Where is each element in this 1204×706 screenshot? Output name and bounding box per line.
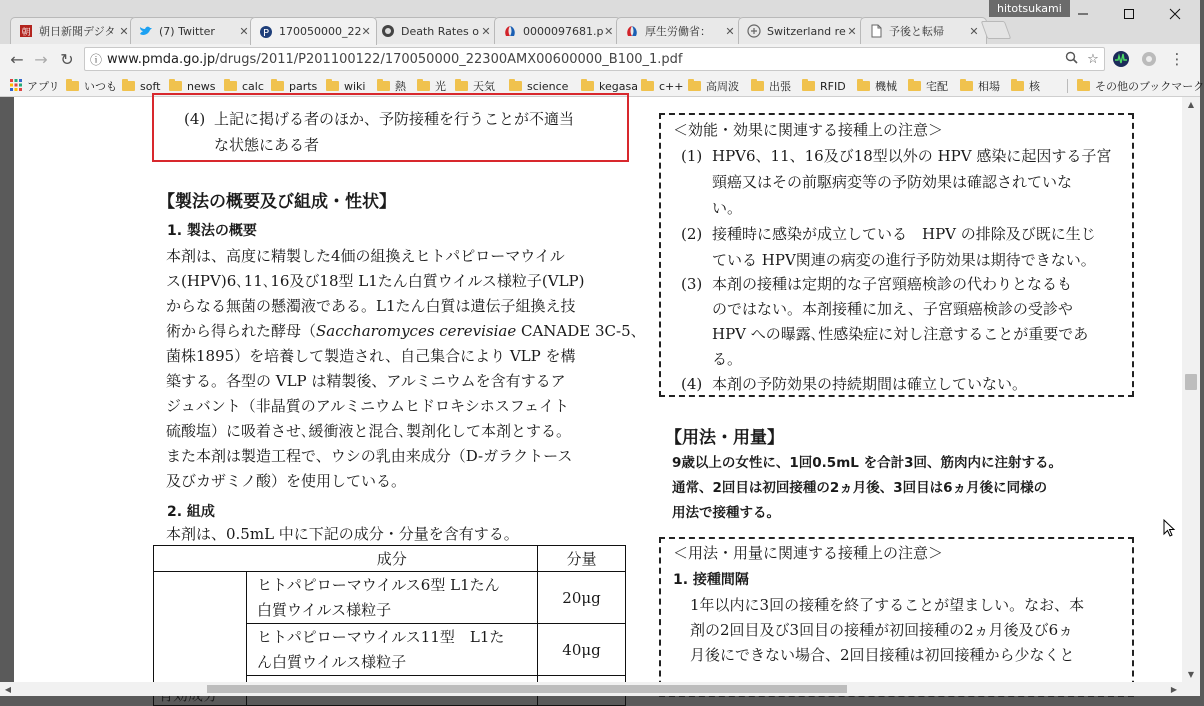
body-line: 菌株1895）を培養して製造され、自己集合により VLP を構 [166,347,576,365]
bookmark-folder[interactable] [66,78,117,94]
bookmark-label: 出張 [769,80,791,93]
back-arrow-icon[interactable]: ← [10,49,24,69]
zoom-icon[interactable] [1060,51,1082,68]
dosage-line: 9歳以上の女性に、1回0.5mL を合計3回、筋肉内に注射する。 [672,455,1062,471]
scrollbar-thumb[interactable] [1185,374,1197,390]
bookmark-label: kegasa [599,79,638,93]
tab-title: Switzerland re [767,24,846,38]
tab-title: 0000097681.p [523,24,604,38]
folder-icon [509,81,522,91]
bookmark-folder[interactable] [908,78,948,94]
body-line: 築する。各型の VLP は精製後、アルミニウムを含有するア [166,372,566,390]
bookmark-label: 宅配 [926,80,948,93]
body-line: ス(HPV)6､11､16及び18型 L1たん白質ウイルス様粒子(VLP) [166,272,585,290]
bookmark-folder[interactable] [271,78,317,94]
bookmark-label: c++ [659,79,684,93]
switzerland-icon [747,24,761,38]
bookmark-folder[interactable] [509,78,568,94]
bookmark-other[interactable] [1077,78,1204,94]
bookmark-folder[interactable] [688,78,739,94]
efficacy-item-line: ている HPV関連の病変の進行予防効果は期待できない。 [712,251,1096,269]
efficacy-item-line: 頸癌又はその前駆病変等の予防効果は確認されていな [712,173,1073,191]
maximize-icon[interactable] [1106,0,1152,28]
dosage-note-line: 1年以内に3回の接種を終了することが望ましい。なお、本 [690,596,1085,614]
tab-strip [0,0,1200,44]
bookmark-folder[interactable] [377,78,406,94]
bookmark-folder[interactable] [1011,78,1040,94]
body-line: からなる無菌の懸濁液である。L1たん白質は遺伝子組換え技 [166,297,576,315]
close-icon[interactable]: ✕ [239,24,249,38]
folder-icon [960,81,973,91]
bookmark-label: parts [289,79,318,93]
bookmark-folder[interactable] [751,78,791,94]
close-icon[interactable]: ✕ [119,24,129,38]
close-icon[interactable]: ✕ [361,25,371,38]
svg-text:朝: 朝 [21,28,31,38]
tab-prognosis[interactable] [860,17,987,44]
apps-grid-icon [10,79,22,94]
body-line: また本剤は製造工程で、ウシの乳由来成分（D-ガラクトース [166,447,573,465]
body-line: 及びカザミノ酸）を使用している。 [166,472,407,490]
bookmark-label: wiki [344,79,366,93]
efficacy-item-line: 本剤の予防効果の持続期間は確立していない。 [712,375,1028,393]
bookmark-folder[interactable] [857,78,897,94]
url-text[interactable] [107,52,1060,67]
contraindication-number: (4) [184,110,206,128]
extension-activity-icon[interactable] [1112,50,1130,68]
table-header-amount: 分量 [538,546,626,572]
body-line: ジュバント（非晶質のアルミニウムヒドロキシホスフェイト [166,397,570,415]
bookmark-apps[interactable] [10,78,60,94]
contraindication-line: 上記に掲げる者のほか、予防接種を行うことが不適当 [214,110,575,128]
tab-title: 朝日新聞デジタ [39,25,116,38]
dosage-note-line: 剤の2回目及び3回目の接種が初回接種の2ヵ月後及び6ヵ [690,621,1074,639]
bookmark-folder[interactable] [417,78,446,94]
body-line: 硫酸塩）に吸着させ､緩衝液と混合､製剤化して本剤とする。 [166,422,572,440]
bookmark-label: calc [242,79,264,93]
tab-death-rates[interactable] [372,17,499,44]
efficacy-item-line: 接種時に感染が成立している HPV の排除及び既に生じ [712,225,1096,243]
folder-icon [751,81,764,91]
url-path: /drugs/2011/P201100122/170050000_22300AMX00600000_B100_1.pdf [215,51,683,67]
efficacy-item-number: (3) [681,275,703,293]
vertical-scrollbar[interactable] [1182,97,1200,696]
tab-pdf-0000097681[interactable] [494,17,621,44]
folder-icon [688,81,701,91]
body-text: 術から得られた酵母（ [166,322,317,340]
table-header-ingredient: 成分 [247,546,538,572]
table-cell-ingredient [247,572,538,624]
contraindication-line: な状態にある者 [214,136,320,154]
globe-icon [381,24,395,38]
pdf-page [14,97,1182,687]
dosage-line: 通常、2回目は初回接種の2ヵ月後、3回目は6ヵ月後に同様の [672,480,1048,496]
ingredient-line: 白質ウイルス様粒子 [257,600,392,619]
svg-text:P: P [262,27,270,39]
efficacy-item-line: のではない。本剤接種に加え、子宮頸癌検診の受診や [712,300,1073,318]
folder-icon [1077,81,1090,91]
bookmark-star-icon[interactable]: ☆ [1087,51,1099,67]
ingredient-line: ヒトパピローマウイルス11型 L1た [257,627,505,646]
minimize-icon[interactable] [1060,0,1106,28]
folder-icon [377,81,390,91]
table-cell-amount: 40μg [538,624,626,676]
folder-icon [224,81,237,91]
section-heading-manufacturing: 【製法の概要及び組成・性状】 [158,192,396,212]
bookmark-label: 光 [435,80,446,93]
reload-icon[interactable]: ↻ [60,49,74,69]
asahi-icon [19,24,33,38]
bookmark-label: 相場 [978,80,1000,93]
mhlw-icon [625,24,639,38]
efficacy-item-line: HPV6、11、16及び18型以外の HPV 感染に起因する子宮 [712,147,1112,165]
tab-title: 厚生労働省： [645,25,711,38]
forward-arrow-icon[interactable]: → [34,49,48,69]
address-bar[interactable] [84,47,1105,71]
table-row [154,572,626,624]
efficacy-item-line: い。 [712,199,743,217]
body-line [166,318,646,344]
scroll-right-icon[interactable]: ▶ [1170,684,1178,694]
body-text: CANADE 3C-5、 [516,322,646,340]
bookmark-separator [1067,79,1068,93]
efficacy-item-number: (1) [681,147,703,165]
folder-icon [455,81,468,91]
bookmark-folder[interactable] [960,78,1000,94]
bookmark-folder[interactable] [224,78,264,94]
scroll-up-icon[interactable]: ▲ [1187,100,1195,109]
tab-title: Death Rates o [401,24,479,38]
table-cell-amount: 20μg [538,572,626,624]
url-domain: www.pmda.go.jp [107,51,216,67]
subheading-manufacturing: 1. 製法の概要 [167,223,257,239]
mouse-cursor-icon [1163,519,1175,537]
bookmark-folder[interactable] [641,78,683,94]
bookmark-label: 高周波 [706,80,739,93]
close-icon[interactable]: ✕ [969,24,979,38]
tab-switzerland[interactable] [738,17,865,44]
bookmark-folder[interactable] [169,78,215,94]
scroll-left-icon[interactable]: ◀ [4,684,12,694]
folder-icon [641,81,654,91]
new-tab-button[interactable] [981,21,1012,39]
table-header [154,546,247,572]
toolbar [0,44,1200,74]
twitter-icon [139,24,153,38]
close-icon[interactable]: ✕ [725,24,735,38]
bookmark-label: RFID [820,79,846,93]
folder-icon [169,81,182,91]
tab-twitter[interactable] [130,17,257,44]
dosage-note-subheading: 1. 接種間隔 [673,572,749,588]
composition-intro: 本剤は、0.5mL 中に下記の成分・分量を含有する。 [166,525,519,543]
mhlw-icon [503,24,517,38]
bookmark-label: news [187,79,216,93]
bookmark-folder[interactable] [802,78,846,94]
pdf-viewer[interactable] [0,97,1182,682]
table-header-row [154,546,626,572]
bookmark-label: science [527,79,569,93]
tab-title: 予後と転帰 [889,25,944,38]
section-heading-dosage: 【用法・用量】 [665,428,784,448]
folder-icon [326,81,339,91]
efficacy-item-line: る。 [712,350,743,368]
extension-grey-icon[interactable] [1140,50,1158,68]
profile-name[interactable]: hitotsukami [989,0,1070,17]
species-name: Saccharomyces cerevisiae [316,322,517,340]
horizontal-scrollbar[interactable] [0,682,1182,696]
close-icon[interactable]: ✕ [481,24,491,38]
body-line: 本剤は、高度に精製した4価の組換えヒトパピローマウイル [166,247,565,265]
bookmark-label: 核 [1029,80,1040,93]
folder-icon [417,81,430,91]
efficacy-item-line: 本剤の接種は定期的な子宮頸癌検診の代わりとなるも [712,275,1073,293]
dosage-line: 用法で接種する。 [672,505,780,521]
tab-asahi[interactable] [10,17,137,44]
bookmark-label: 機械 [875,80,897,93]
folder-icon [66,81,79,91]
efficacy-item-number: (4) [681,375,703,393]
pmda-icon [259,25,273,39]
efficacy-note-title: ＜効能・効果に関連する接種上の注意＞ [673,121,944,139]
table-cell-ingredient [247,624,538,676]
dosage-note-title: ＜用法・用量に関連する接種上の注意＞ [673,544,944,562]
bookmark-label: 天気 [473,80,495,93]
folder-icon [908,81,921,91]
bookmark-label: soft [140,79,161,93]
subheading-composition: 2. 組成 [167,504,215,520]
tab-title: (7) Twitter [159,24,215,38]
close-window-icon[interactable] [1152,0,1198,28]
ingredient-line: ヒトパピローマウイルス6型 L1たん [257,575,500,594]
scroll-down-icon[interactable]: ▼ [1187,670,1195,679]
document-icon [869,24,883,38]
close-icon[interactable]: ✕ [847,24,857,38]
bookmark-label: いつも [84,80,117,93]
efficacy-item-number: (2) [681,225,703,243]
info-icon[interactable]: ⓘ [89,52,102,67]
folder-icon [857,81,870,91]
menu-icon[interactable]: ⋮ [1169,50,1185,68]
bookmark-label: アプリ [27,80,60,93]
folder-icon [802,81,815,91]
bookmark-folder[interactable] [581,78,638,94]
efficacy-item-line: HPV への曝露､性感染症に対し注意することが重要であ [712,325,1089,343]
bookmark-folder[interactable] [326,78,365,94]
folder-icon [1011,81,1024,91]
tab-mhlw[interactable] [616,17,743,44]
bookmark-label: その他のブックマーク [1095,80,1204,93]
bookmark-folder[interactable] [122,78,160,94]
bookmark-folder[interactable] [455,78,495,94]
close-icon[interactable]: ✕ [604,24,614,38]
bookmark-label: 熱 [395,80,406,93]
tab-title: 170050000_22 [279,25,362,38]
folder-icon [581,81,594,91]
scrollbar-thumb[interactable] [207,685,847,693]
folder-icon [271,81,284,91]
dosage-note-line: 月後にできない場合、2回目接種は初回接種から少なくと [690,646,1075,664]
folder-icon [122,81,135,91]
ingredient-line: ん白質ウイルス様粒子 [257,652,407,671]
tab-pmda-pdf[interactable] [250,17,377,45]
